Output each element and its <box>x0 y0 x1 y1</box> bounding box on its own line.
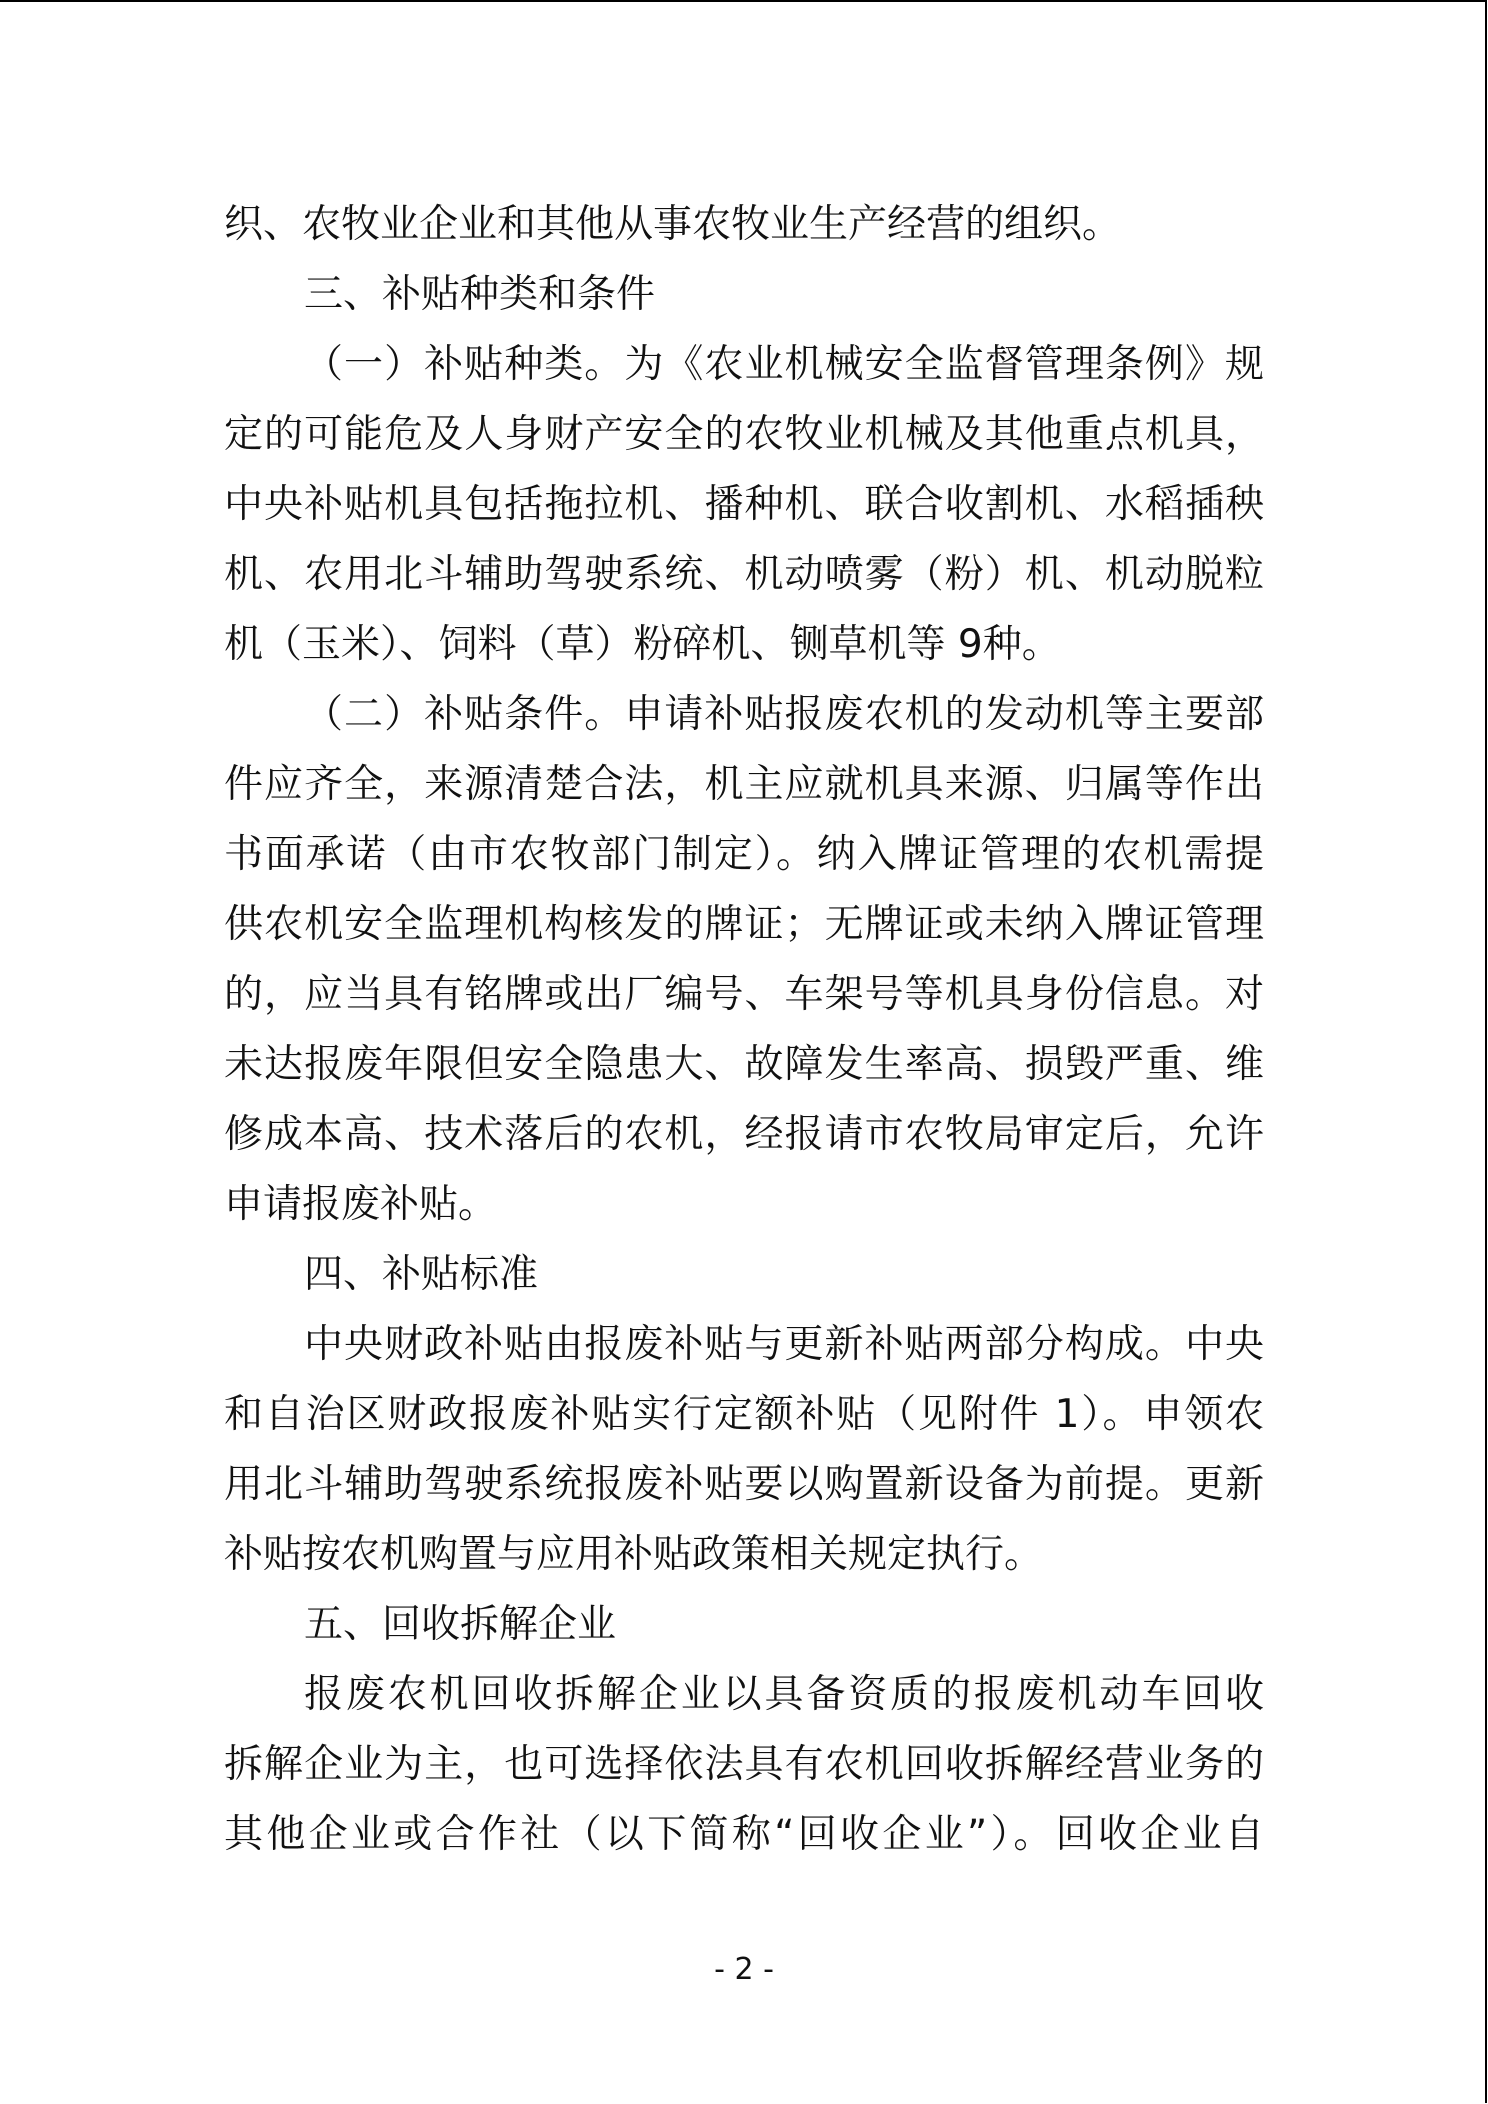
page-number: - 2 - <box>714 1952 774 1987</box>
paragraph-line: 的，应当具有铭牌或出厂编号、车架号等机具身份信息。对 <box>224 972 1264 1017</box>
paragraph-line: 其他企业或合作社（以下简称“回收企业”）。回收企业自 <box>224 1812 1264 1857</box>
paragraph-line: 三、补贴种类和条件 <box>304 272 656 317</box>
paragraph-line: （一）补贴种类。为《农业机械安全监督管理条例》规 <box>304 342 1264 387</box>
paragraph-line: 供农机安全监理机构核发的牌证；无牌证或未纳入牌证管理 <box>224 902 1264 947</box>
paragraph-line: 中央补贴机具包括拖拉机、播种机、联合收割机、水稻插秧 <box>224 482 1264 527</box>
paragraph-line: 补贴按农机购置与应用补贴政策相关规定执行。 <box>224 1532 1044 1577</box>
paragraph-line: 修成本高、技术落后的农机，经报请市农牧局审定后，允许 <box>224 1112 1264 1157</box>
paragraph-line: 机、农用北斗辅助驾驶系统、机动喷雾（粉）机、机动脱粒 <box>224 552 1264 597</box>
paragraph-line: 机（玉米）、饲料（草）粉碎机、铡草机等 9种。 <box>224 622 1061 667</box>
paragraph-line: 申请报废补贴。 <box>224 1182 498 1227</box>
paragraph-line: 四、补贴标准 <box>304 1252 539 1297</box>
paragraph-line: （二）补贴条件。申请补贴报废农机的发动机等主要部 <box>304 692 1264 737</box>
paragraph-line: 拆解企业为主，也可选择依法具有农机回收拆解经营业务的 <box>224 1742 1264 1787</box>
paragraph-line: 报废农机回收拆解企业以具备资质的报废机动车回收 <box>304 1672 1264 1717</box>
paragraph-line: 和自治区财政报废补贴实行定额补贴（见附件 1）。申领农 <box>224 1392 1264 1437</box>
paragraph-line: 用北斗辅助驾驶系统报废补贴要以购置新设备为前提。更新 <box>224 1462 1264 1507</box>
paragraph-line: 件应齐全，来源清楚合法，机主应就机具来源、归属等作出 <box>224 762 1264 807</box>
paragraph-line: 中央财政补贴由报废补贴与更新补贴两部分构成。中央 <box>304 1322 1264 1367</box>
paragraph-line: 五、回收拆解企业 <box>304 1602 617 1647</box>
paragraph-line: 定的可能危及人身财产安全的农牧业机械及其他重点机具， <box>224 412 1264 457</box>
document-body <box>224 190 1264 1870</box>
paragraph-line: 织、农牧业企业和其他从事农牧业生产经营的组织。 <box>224 202 1122 247</box>
paragraph-line: 书面承诺（由市农牧部门制定）。纳入牌证管理的农机需提 <box>224 832 1264 877</box>
paragraph-line: 未达报废年限但安全隐患大、故障发生率高、损毁严重、维 <box>224 1042 1264 1087</box>
